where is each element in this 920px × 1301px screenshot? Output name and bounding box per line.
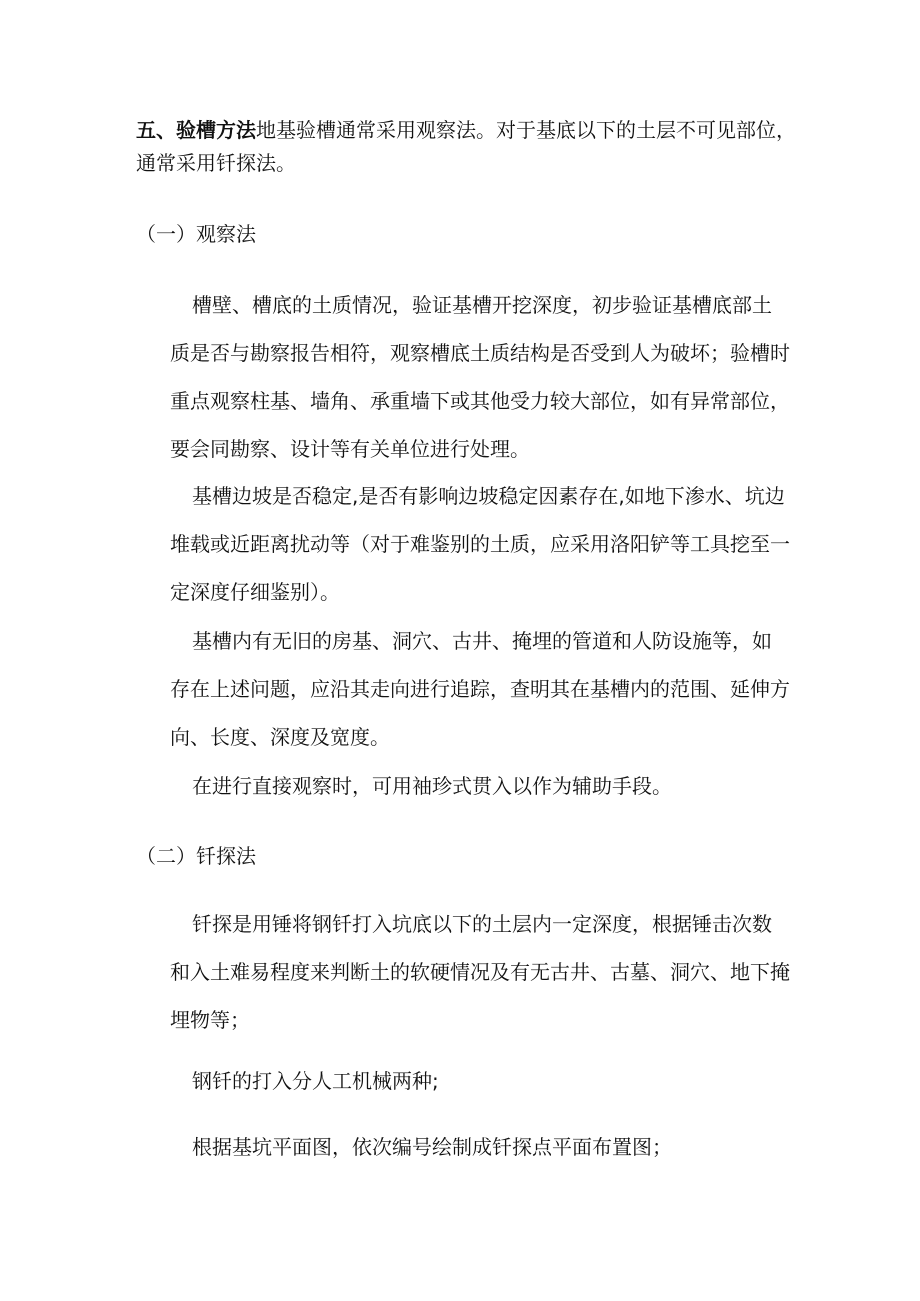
text-line: 向、长度、深度及宽度。 <box>170 725 390 749</box>
text-line: 定深度仔细鉴别）。 <box>170 580 340 604</box>
text-line: 槽壁、槽底的土质情况，验证基槽开挖深度，初步验证基槽底部土 <box>192 293 772 317</box>
text-line: 要会同勘察、设计等有关单位进行处理。 <box>170 437 530 461</box>
intro-line-2: 通常采用钎探法。 <box>136 151 296 175</box>
text-line: 钢钎的打入分人工机械两种; <box>192 1069 439 1093</box>
section-intro <box>136 114 796 180</box>
observation-paragraph-3 <box>170 617 790 761</box>
subsection-heading-probing: （二）钎探法 <box>136 844 256 868</box>
text-line: 埋物等； <box>170 1008 250 1032</box>
probing-paragraph-3 <box>170 1123 672 1171</box>
observation-paragraph-4 <box>170 762 672 810</box>
observation-paragraph-2 <box>170 472 790 616</box>
text-line: 质是否与勘察报告相符，观察槽底土质结构是否受到人为破坏；验槽时 <box>170 341 790 365</box>
text-line: 存在上述问题，应沿其走向进行追踪，查明其在基槽内的范围、延伸方 <box>170 677 790 701</box>
text-line: 重点观察柱基、墙角、承重墙下或其他受力较大部位，如有异常部位， <box>170 389 790 413</box>
observation-paragraph-1 <box>170 281 790 473</box>
section-heading: 五、验槽方法 <box>136 118 256 142</box>
intro-line-1: 地基验槽通常采用观察法。对于基底以下的土层不可见部位， <box>256 118 796 142</box>
text-line: 在进行直接观察时，可用袖珍式贯入以作为辅助手段。 <box>192 774 672 798</box>
text-line: 和入土难易程度来判断土的软硬情况及有无古井、古墓、洞穴、地下掩 <box>170 960 790 984</box>
text-line: 堆载或近距离扰动等（对于难鉴别的土质，应采用洛阳铲等工具挖至一 <box>170 532 790 556</box>
subsection-heading-observation: （一）观察法 <box>136 222 256 246</box>
text-line: 根据基坑平面图，依次编号绘制成钎探点平面布置图； <box>192 1135 672 1159</box>
probing-paragraph-1 <box>170 900 790 1044</box>
probing-paragraph-2 <box>170 1057 439 1105</box>
text-line: 基槽内有无旧的房基、洞穴、古井、掩埋的管道和人防设施等，如 <box>192 629 772 653</box>
text-line: 基槽边坡是否稳定,是否有影响边坡稳定因素存在,如地下渗水、坑边 <box>192 484 785 508</box>
text-line: 钎探是用锤将钢钎打入坑底以下的土层内一定深度，根据锤击次数 <box>192 912 772 936</box>
